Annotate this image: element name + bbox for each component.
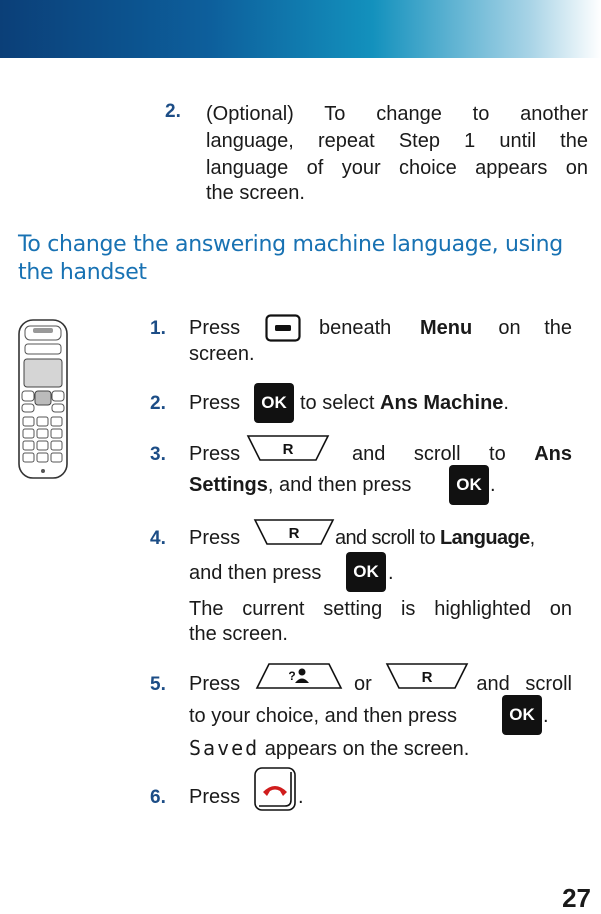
step-text: Press [189, 786, 241, 808]
r-button-icon [246, 434, 330, 462]
step-text: and scroll to Ans [352, 443, 572, 465]
r-button-icon [385, 662, 469, 690]
step-text: Press [189, 673, 241, 695]
step-number: 2. [165, 101, 181, 122]
cordless-handset-icon [16, 318, 70, 482]
step-text: . [298, 786, 304, 808]
step-text: Press [189, 392, 241, 414]
step-number: 2. [150, 393, 166, 414]
step-text: and scroll [476, 673, 572, 695]
ok-button-icon: OK [449, 465, 489, 505]
step-number: 4. [150, 528, 166, 549]
step-note: the screen. [189, 623, 288, 645]
ok-button-icon: OK [346, 552, 386, 592]
step-text: and scroll to Language, [335, 527, 535, 549]
header-banner [0, 0, 601, 58]
section-heading: To change the answering machine language, using the handset [18, 232, 563, 285]
step-text: Press [189, 443, 241, 465]
step-text: Press [189, 527, 241, 549]
svg-text:?: ? [288, 669, 296, 683]
svg-text:R: R [282, 441, 294, 458]
step-number: 6. [150, 787, 166, 808]
svg-text:R: R [421, 669, 433, 686]
step-text: and then press [189, 562, 322, 584]
step-text: language, repeat Step 1 until the [206, 130, 588, 152]
step-text: Press [189, 317, 241, 339]
step-note: The current setting is highlighted on [189, 598, 572, 620]
step-text: (Optional) To change to another [206, 103, 588, 125]
phonebook-button-icon [255, 662, 343, 690]
step-text: the screen. [206, 182, 305, 204]
step-text: beneath [319, 317, 392, 339]
step-text: or [354, 673, 372, 695]
page-number: 27 [562, 883, 591, 913]
menu-softkey-icon [265, 314, 301, 342]
step-text: Saved appears on the screen. [189, 736, 470, 760]
step-text: Settings, and then press [189, 474, 412, 496]
step-text: . [490, 474, 496, 496]
step-text: . [543, 705, 549, 727]
end-call-button-icon [253, 766, 297, 812]
step-number: 3. [150, 444, 166, 465]
step-text: to your choice, and then press [189, 705, 457, 727]
step-text: screen. [189, 343, 255, 365]
r-button-icon [253, 518, 335, 546]
ok-button-icon: OK [502, 695, 542, 735]
step-text: . [388, 562, 394, 584]
step-number: 5. [150, 674, 166, 695]
step-text: on the [498, 317, 572, 339]
step-number: 1. [150, 318, 166, 339]
menu-label: Menu [420, 317, 473, 339]
svg-text:R: R [288, 525, 300, 542]
lcd-text: Saved [189, 736, 260, 760]
ok-button-icon: OK [254, 383, 294, 423]
step-text: to select Ans Machine. [300, 392, 509, 414]
step-text: language of your choice appears on [206, 157, 588, 179]
